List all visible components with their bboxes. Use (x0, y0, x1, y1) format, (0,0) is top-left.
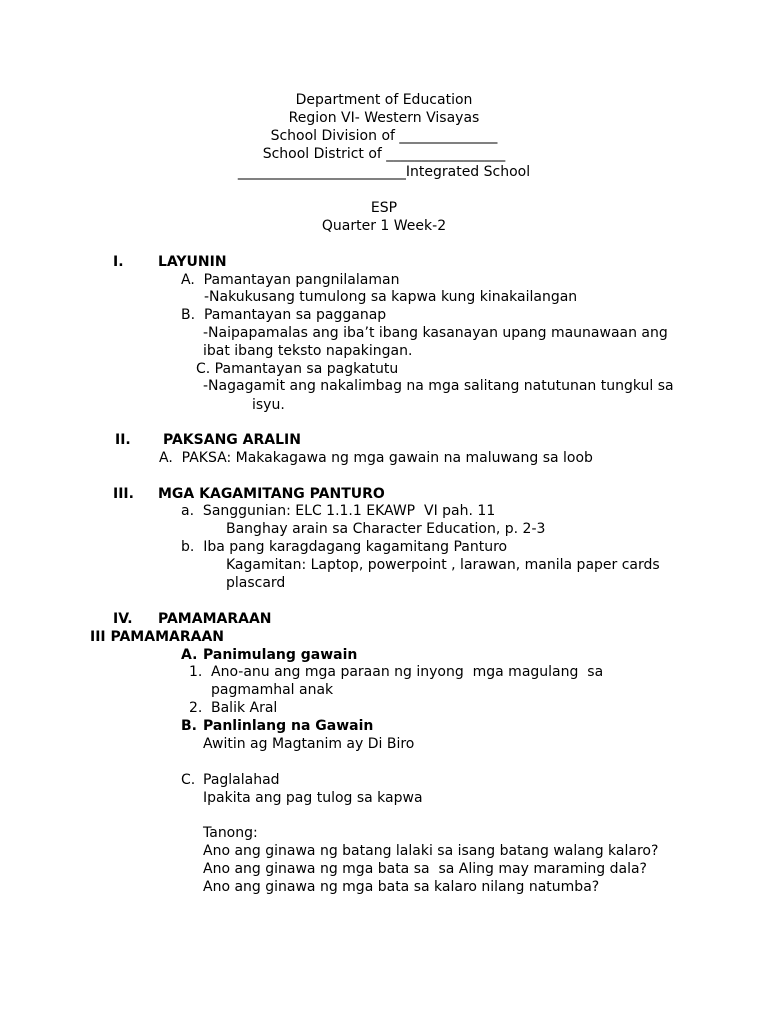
section-4-item-c-title: Paglalahad (203, 772, 280, 788)
section-1-number: I. (113, 254, 124, 270)
section-4-item-a-title: Panimulang gawain (203, 647, 358, 663)
section-2-item-a: A. PAKSA: Makakagawa ng mga gawain na maluwang sa loob (159, 450, 593, 466)
section-2-number: II. (115, 432, 131, 448)
header-subject: ESP (370, 200, 398, 216)
section-4-title: PAMAMARAAN (158, 611, 272, 627)
header-line-division: School Division of ______________ (270, 128, 498, 144)
section-3-item-b-text-line-2: plascard (226, 575, 286, 591)
section-4-item-1-text-line-2: pagmamhal anak (211, 682, 334, 698)
question-2: Ano ang ginawa ng mga bata sa sa Aling may maraming dala? (203, 861, 647, 877)
section-4-item-b-text: Awitin ag Magtanim ay Di Biro (203, 736, 415, 752)
section-1-item-c-label: C. Pamantayan sa pagkatutu (196, 361, 399, 377)
section-4-item-c-label: C. (181, 772, 196, 788)
section-2-title: PAKSANG ARALIN (163, 432, 301, 448)
section-3-title: MGA KAGAMITANG PANTURO (158, 486, 385, 502)
section-1-item-b-label: B. Pamantayan sa pagganap (181, 307, 387, 323)
section-3-item-a-text: Banghay arain sa Character Education, p. 2-3 (226, 521, 546, 537)
header-line-region: Region VI- Western Visayas (288, 110, 480, 126)
section-4-item-b-label: B. (181, 718, 197, 734)
questions-title: Tanong: (203, 825, 258, 841)
section-3-item-b-label: b. Iba pang karagdagang kagamitang Panturo (181, 539, 508, 555)
question-1: Ano ang ginawa ng batang lalaki sa isang batang walang kalaro? (203, 843, 659, 859)
header-quarter: Quarter 1 Week-2 (321, 218, 447, 234)
section-1-item-a-text: -Nakukusang tumulong sa kapwa kung kinakailangan (204, 289, 578, 305)
section-3-item-b-text-line-1: Kagamitan: Laptop, powerpoint , larawan, manila paper cards (226, 557, 660, 573)
header-line-department: Department of Education (295, 92, 473, 108)
header-line-school: ________________________Integrated School (237, 164, 531, 180)
section-4-item-2-text: Balik Aral (211, 700, 278, 716)
section-4-item-1-number: 1. (189, 664, 203, 680)
section-1-item-c-text-line-2: isyu. (252, 397, 285, 413)
section-4-item-a-label: A. (181, 647, 198, 663)
section-4-item-b-title: Panlinlang na Gawain (203, 718, 374, 734)
section-4-item-1-text-line-1: Ano-anu ang mga paraan ng inyong mga magulang sa (211, 664, 604, 680)
section-1-item-b-text-line-1: -Naipapamalas ang iba’t ibang kasanayan upang maunawaan ang (203, 325, 668, 341)
section-3-item-a-label: a. Sanggunian: ELC 1.1.1 EKAWP VI pah. 11 (181, 503, 496, 519)
section-4-item-2-number: 2. (189, 700, 203, 716)
section-3-number: III. (113, 486, 134, 502)
section-4-item-c-text: Ipakita ang pag tulog sa kapwa (203, 790, 423, 806)
section-4-number: IV. (113, 611, 133, 627)
section-4-alt-title: III PAMAMARAAN (90, 629, 225, 645)
section-1-title: LAYUNIN (158, 254, 227, 270)
section-1-item-c-text-line-1: -Nagagamit ang nakalimbag na mga salitang natutunan tungkul sa (203, 378, 674, 394)
section-1-item-a-label: A. Pamantayan pangnilalaman (181, 272, 400, 288)
section-1-item-b-text-line-2: ibat ibang teksto napakingan. (203, 343, 413, 359)
question-3: Ano ang ginawa ng mga bata sa kalaro nilang natumba? (203, 879, 600, 895)
header-line-district: School District of _________________ (262, 146, 506, 162)
